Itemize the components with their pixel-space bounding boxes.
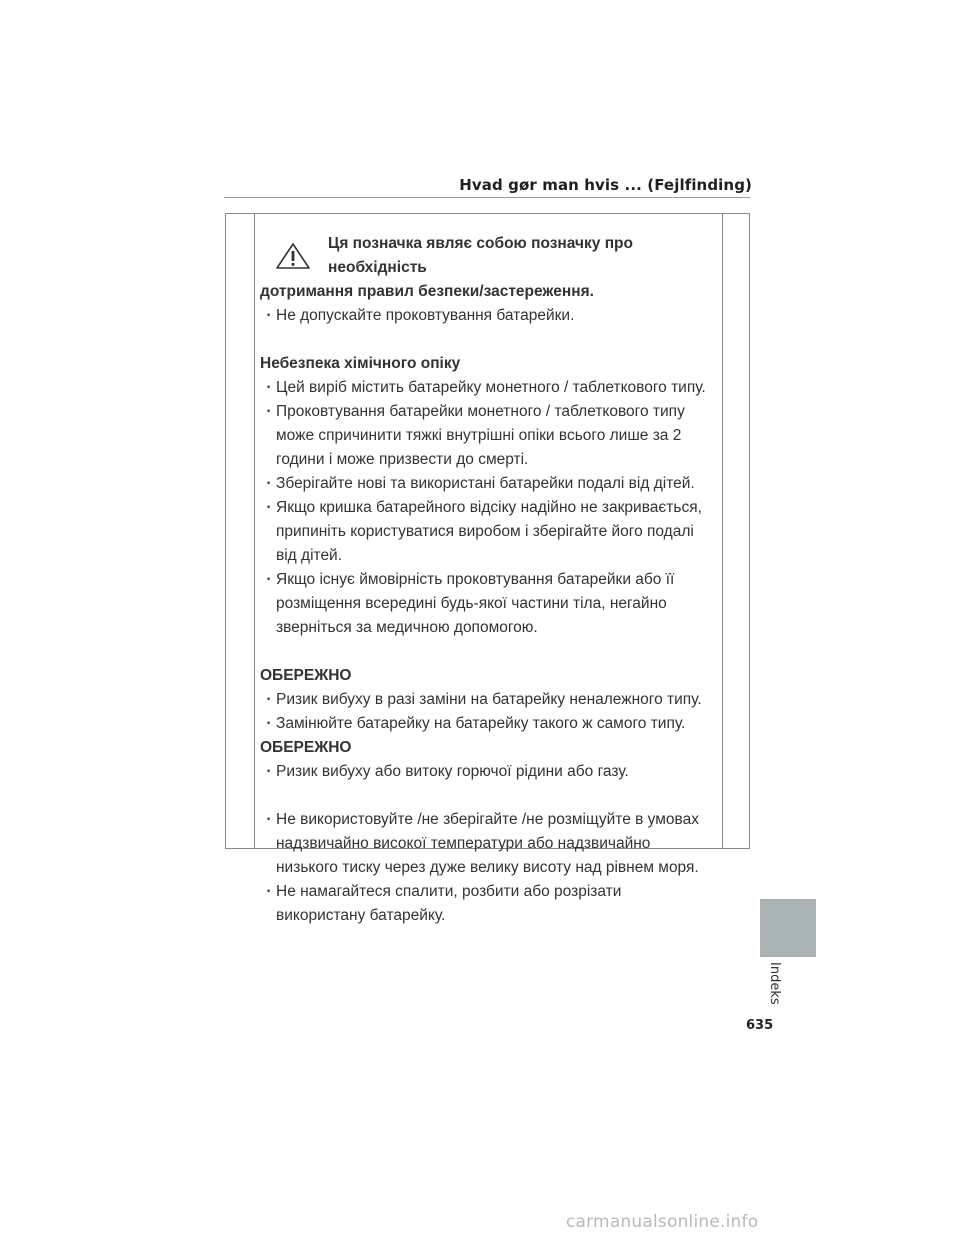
header-rule xyxy=(224,197,750,198)
extra-bullet: · Не використовуйте /не зберігайте /не розміщуйте в умовах надзвичайно високої температури або надзвичайно низького тиску через дуже велику висоту над рівнем моря. xyxy=(260,808,715,880)
caution-heading: ОБЕРЕЖНО xyxy=(260,667,352,684)
running-header: Hvad gør man hvis ... (Fejlfinding) xyxy=(459,176,752,194)
notice-bullet: · Не допускайте проковтування батарейки. xyxy=(260,304,715,328)
extra-bullet: · Не намагайтеся спалити, розбити або розрізати використану батарейку. xyxy=(260,880,715,928)
notice-text-1: Ця позначка являє собою позначку про необхідність xyxy=(328,235,633,276)
chemical-heading: Небезпека хімічного опіку xyxy=(260,355,461,372)
warning-content xyxy=(260,232,715,928)
page-number: 635 xyxy=(746,1018,774,1033)
warning-triangle-icon xyxy=(276,243,310,269)
chemical-bullet: · Якщо існує ймовірність проковтування батарейки або її розміщення всередині будь-якої частини тіла, негайно зверніться за медичною допомогою. xyxy=(260,568,715,640)
index-side-tab[interactable] xyxy=(760,899,816,957)
chemical-bullet: · Цей виріб містить батарейку монетного / таблеткового типу. xyxy=(260,376,715,400)
caution-bullet: · Ризик вибуху або витоку горючої рідини або газу. xyxy=(260,760,715,784)
chemical-bullet: · Зберігайте нові та використані батарейки подалі від дітей. xyxy=(260,472,715,496)
index-tab-label: Indeks xyxy=(767,962,782,1005)
watermark: carmanualsonline.info xyxy=(566,1212,759,1232)
notice-text-2: дотримання правил безпеки/застереження. xyxy=(260,283,594,300)
caution-heading: ОБЕРЕЖНО xyxy=(260,739,352,756)
chemical-bullet: · Якщо кришка батарейного відсіку надійно не закривається, припиніть користуватися виробом і зберігайте його подалі від дітей. xyxy=(260,496,715,568)
caution-bullet: · Замінюйте батарейку на батарейку такого ж самого типу. xyxy=(260,712,715,736)
chemical-bullet: · Проковтування батарейки монетного / таблеткового типу може спричинити тяжкі внутрішні опіки всього лише за 2 години і може призвести до смерті. xyxy=(260,400,715,472)
caution-bullet: · Ризик вибуху в разі заміни на батарейку неналежного типу. xyxy=(260,688,715,712)
notice-line-1 xyxy=(260,232,715,280)
